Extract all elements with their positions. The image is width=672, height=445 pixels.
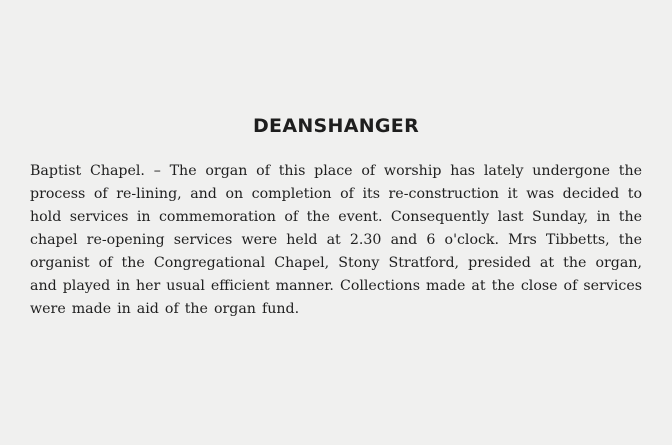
article-heading: DEANSHANGER: [252, 115, 420, 137]
article-body: Baptist Chapel. – The organ of this place of worship has lately undergone the process of re-lining, and on completion of its re-construction it was decided to hold services in commemoration of the event. Consequently last Sunday, in the chapel re-opening services were held at 2.30 and 6 o'clock. Mrs Tibbetts, the organist of the Congregational Chapel, Stony Stratford, presided at the organ, and played in her usual efficient manner. Collections made at the close of services were made in aid of the organ fund.: [30, 163, 642, 317]
